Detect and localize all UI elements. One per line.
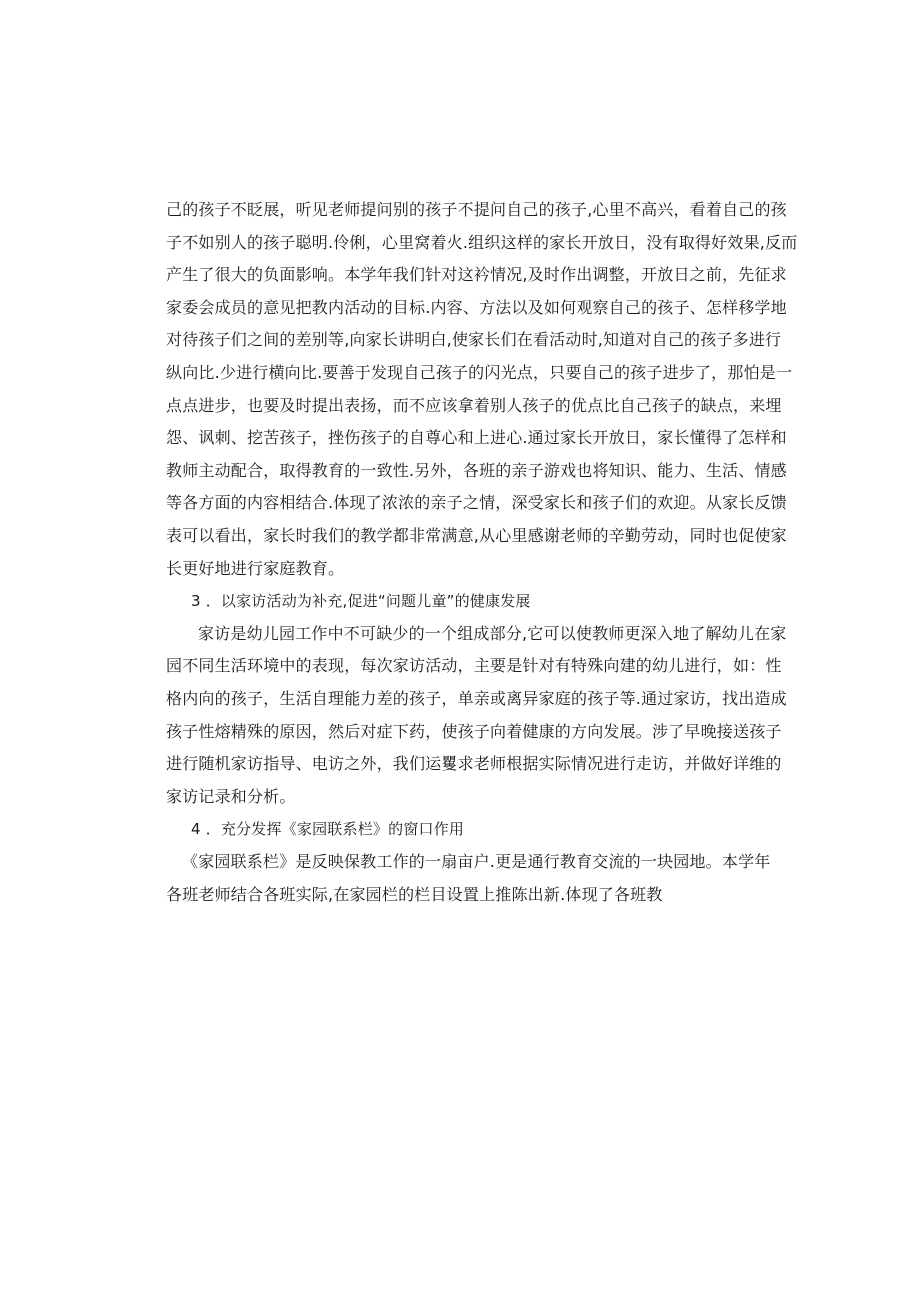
- text-line: 各班老师结合各班实际,在家园栏的栏目设置上推陈出新.体现了各班教: [166, 884, 663, 904]
- text-line: 怨、讽刺、挖苦孩子，挫伤孩子的自尊心和上进心.通过家长开放日，家长懂得了怎样和: [166, 428, 787, 448]
- text-line: 子不如别人的孩子聪明.伶俐，心里窝着火.组织这样的家长开放日，没有取得好效果,反而: [166, 232, 798, 252]
- text-line: 《家园联系栏》是反映保教工作的一扇亩户.更是通行教育交流的一块园地。本学年: [182, 852, 771, 871]
- text-line: 家委会成员的意见把教内活动的目标.内容、方法以及如何观察自己的孩子、怎样移学地: [166, 297, 787, 317]
- text-line: 进行随机家访指导、电访之外，我们运矍求老师根据实际情况进行走访，并做好详维的: [166, 754, 782, 774]
- text-line: 孩子性熔精殊的原因，然后对症下药，使孩子向着健康的方向发展。涉了早晚接送孩子: [166, 721, 782, 741]
- text-line: 对待孩子们之间的差别等,向家长讲明白,使家长们在看活动时,知道对自己的孩子多进行: [166, 330, 782, 350]
- text-line: 格内向的孩子，生活自理能力差的孩子，单亲或离异家庭的孩子等.通过家访，找出造成: [166, 689, 787, 708]
- text-line: 等各方面的内容相结合.体现了浓浓的亲子之情，深受家长和孩子们的欢迎。从家长反馈: [166, 493, 787, 513]
- text-line: 家访是幼儿园工作中不可缺少的一个组成部分,它可以使教师更深入地了解幼儿在家: [198, 623, 787, 643]
- text-line: 己的孩子不眨展，听见老师提问别的孩子不提问自己的孩子,心里不高兴，看着自己的孩: [166, 200, 787, 219]
- section-heading: 3 ．以家访活动为补充,促进“问题儿童”的健康发展: [191, 592, 531, 611]
- text-line: 点点进步，也要及时提出表扬，而不应该拿着别人孩子的优点比自己孩子的缺点，来埋: [166, 395, 782, 415]
- text-line: 表可以看出，家长时我们的教学都非常满意,从心里感谢老师的辛勤劳动，同时也促使家: [166, 526, 787, 545]
- text-line: 长更好地进行家庭教育。: [166, 558, 345, 578]
- text-line: 教师主动配合，取得教育的一致性.另外，各班的亲子游戏也将知识、能力、生活、情感: [166, 460, 787, 480]
- text-line: 家访记录和分析。: [166, 786, 296, 806]
- section-heading: 4 ．充分发挥《家园联系栏》的窗口作用: [191, 820, 465, 839]
- text-line: 纵向比.少进行横向比.要善于发现自己孩子的闪光点，只要自己的孩子进步了，那怕是一: [166, 363, 793, 382]
- text-line: 产生了很大的负面影响。本学年我们针对这衿情况,及时作出调整，开放日之前，先征求: [166, 265, 787, 285]
- text-line: 园不同生活环境中的表现，每次家访活动，主要是针对有特殊向建的幼儿进行，如：性: [166, 656, 782, 676]
